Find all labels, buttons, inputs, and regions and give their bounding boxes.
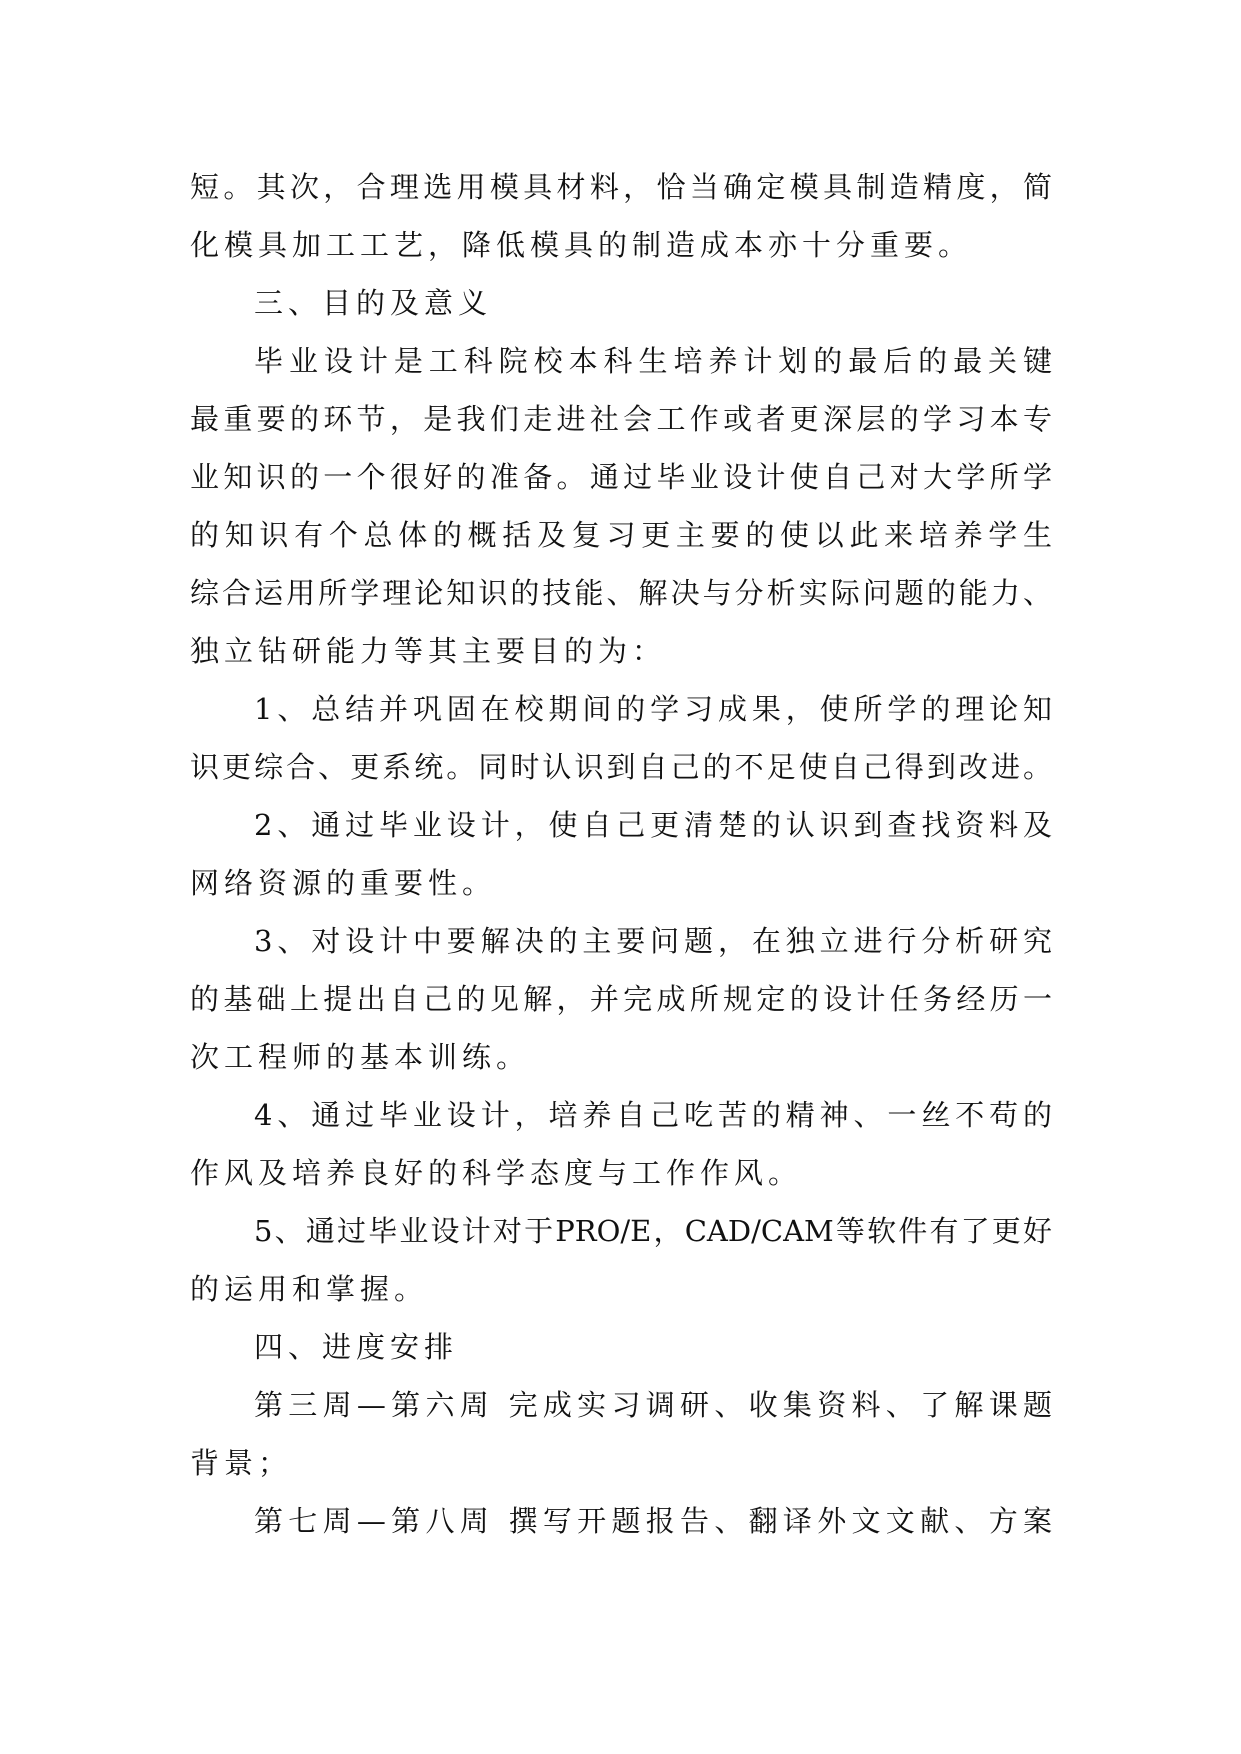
text-line: 综合运用所学理论知识的技能、解决与分析实际问题的能力、: [190, 576, 1052, 610]
schedule-item: 第三周—第六周 完成实习调研、收集资料、了解课题: [254, 1388, 1052, 1422]
list-item: 2、通过毕业设计，使自己更清楚的认识到查找资料及: [254, 808, 1052, 842]
text-line: 的运用和掌握。: [190, 1272, 429, 1306]
list-item: 5、通过毕业设计对于PRO/E，CAD/CAM等软件有了更好: [254, 1214, 1052, 1248]
section-heading: 三、目的及意义: [254, 286, 493, 320]
text-line: 次工程师的基本训练。: [190, 1040, 531, 1074]
document-body: [190, 158, 1052, 1550]
section-heading: 四、进度安排: [254, 1330, 459, 1364]
text-line: 最重要的环节，是我们走进社会工作或者更深层的学习本专: [190, 402, 1052, 436]
list-item: 1、总结并巩固在校期间的学习成果，使所学的理论知: [254, 692, 1052, 726]
text-line: 识更综合、更系统。同时认识到自己的不足使自己得到改进。: [190, 750, 1052, 784]
text-line: 背景；: [190, 1446, 293, 1480]
list-item: 3、对设计中要解决的主要问题，在独立进行分析研究: [254, 924, 1052, 958]
text-line: 化模具加工工艺，降低模具的制造成本亦十分重要。: [190, 228, 973, 262]
text-line: 作风及培养良好的科学态度与工作作风。: [190, 1156, 803, 1190]
text-line: 独立钻研能力等其主要目的为：: [190, 634, 667, 668]
text-line: 的基础上提出自己的见解，并完成所规定的设计任务经历一: [190, 982, 1052, 1016]
schedule-item: 第七周—第八周 撰写开题报告、翻译外文文献、方案: [254, 1504, 1052, 1538]
text-line: 毕业设计是工科院校本科生培养计划的最后的最关键: [254, 344, 1052, 378]
text-line: 短。其次，合理选用模具材料，恰当确定模具制造精度，简: [190, 170, 1052, 204]
list-item: 4、通过毕业设计，培养自己吃苦的精神、一丝不苟的: [254, 1098, 1052, 1132]
text-line: 的知识有个总体的概括及复习更主要的使以此来培养学生: [190, 518, 1052, 552]
text-line: 网络资源的重要性。: [190, 866, 497, 900]
text-line: 业知识的一个很好的准备。通过毕业设计使自己对大学所学: [190, 460, 1052, 494]
